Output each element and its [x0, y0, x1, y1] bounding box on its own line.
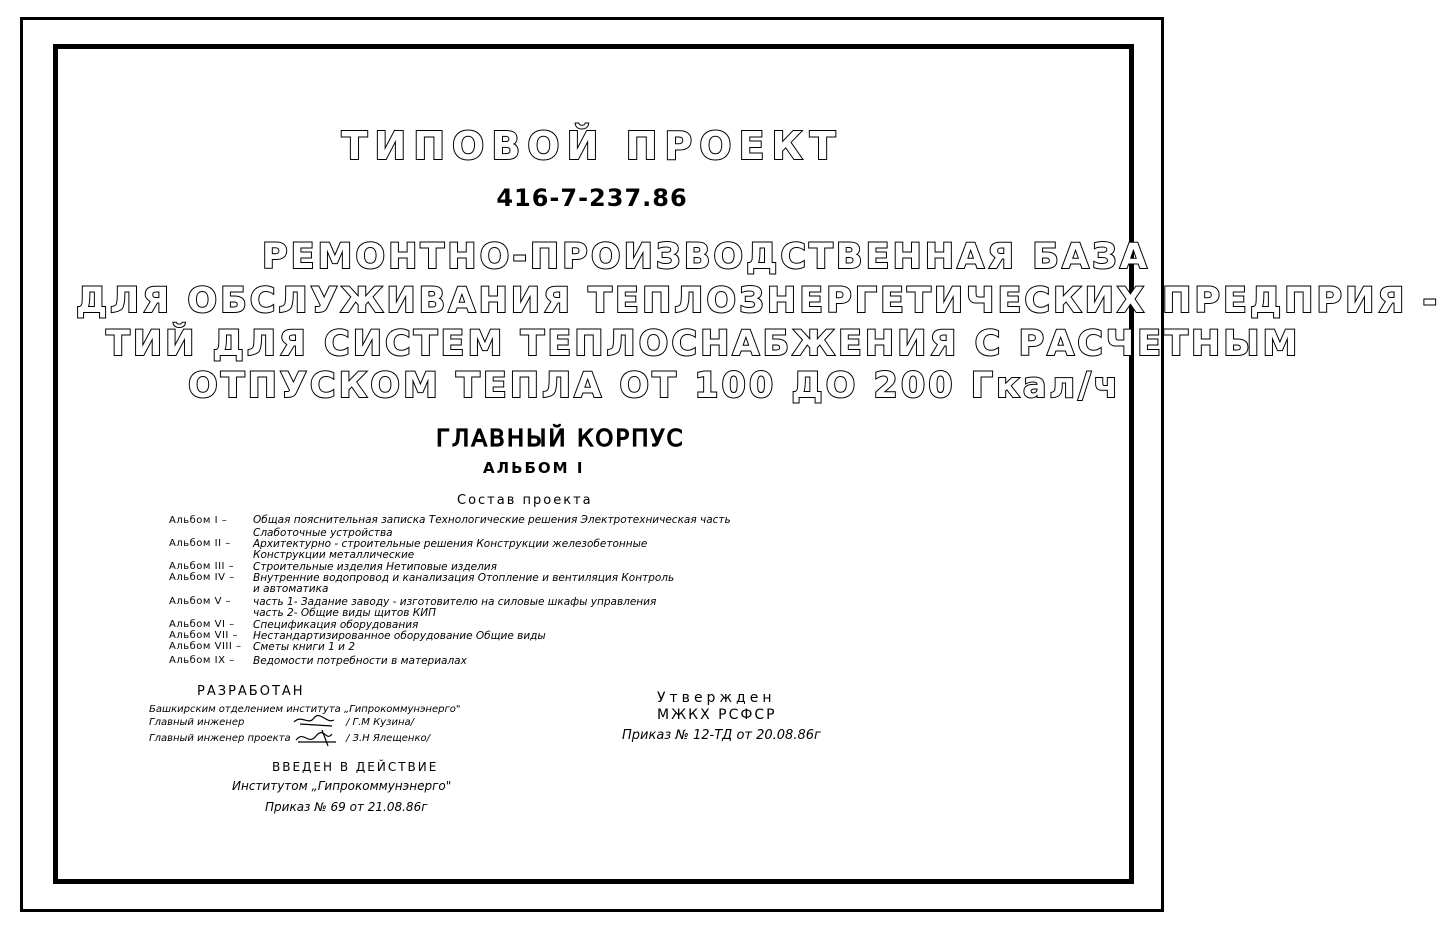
signatures-image [292, 712, 348, 750]
album-9-label: Альбом IX – [169, 655, 235, 666]
introduced-order: Приказ № 69 от 21.08.86г [265, 800, 428, 814]
album-label: АЛЬБОМ I [483, 459, 585, 477]
section-name: ГЛАВНЫЙ КОРПУС [436, 426, 685, 452]
album-7-label: Альбом VII – [169, 630, 239, 641]
inner-border [53, 44, 1134, 884]
album-2-line-2: Конструкции металлические [253, 549, 415, 561]
album-8-line-1: Сметы книги 1 и 2 [253, 641, 356, 653]
project-code: 416-7-237.86 [496, 184, 688, 212]
album-1-line-2: Слаботочные устройства [253, 527, 393, 539]
album-8-label: Альбом VIII – [169, 641, 242, 652]
album-7-line-1: Нестандартизированное оборудование Общие виды [253, 630, 546, 642]
chief-project-engineer-label: Главный инженер проекта [149, 733, 291, 744]
composition-title: Состав проекта [457, 493, 593, 508]
album-9-line-1: Ведомости потребности в материалах [253, 655, 467, 667]
album-6-line-1: Спецификация оборудования [253, 619, 419, 631]
album-2-label: Альбом II – [169, 538, 231, 549]
album-5-label: Альбом V – [169, 596, 232, 607]
album-4-label: Альбом IV – [169, 572, 235, 583]
developed-org: Башкирским отделением института „Гипрокоммунэнерго" [149, 704, 461, 715]
title-line-3: ТИЙ ДЛЯ СИСТЕМ ТЕПЛОСНАБЖЕНИЯ С РАСЧЕТНЫМ [106, 324, 1301, 364]
title-line-1: РЕМОНТНО-ПРОИЗВОДСТВЕННАЯ БАЗА [262, 237, 1151, 277]
title-line-4: ОТПУСКОМ ТЕПЛА ОТ 100 ДО 200 Гкал/ч [188, 366, 1121, 406]
project-type-heading: ТИПОВОЙ ПРОЕКТ [341, 124, 843, 168]
album-5-line-2: часть 2- Общие виды щитов КИП [253, 607, 436, 619]
approved-label: Утвержден [657, 690, 776, 706]
title-line-2: ДЛЯ ОБСЛУЖИВАНИЯ ТЕПЛОЗНЕРГЕТИЧЕСКИХ ПРЕДПРИЯ - [76, 281, 1440, 321]
chief-engineer-label: Главный инженер [149, 717, 245, 728]
album-3-line-1: Строительные изделия Нетиповые изделия [253, 561, 497, 573]
album-5-line-1: часть 1- Задание заводу - изготовителю на силовые шкафы управления [253, 596, 657, 608]
chief-project-engineer-name: / З.Н Ялещенко/ [346, 733, 430, 744]
album-2-line-1: Архитектурно - строительные решения Конструкции железобетонные [253, 538, 648, 550]
album-3-label: Альбом III – [169, 561, 235, 572]
album-1-line-1: Общая пояснительная записка Технологические решения Электротехническая часть [253, 514, 731, 526]
developed-label: РАЗРАБОТАН [197, 684, 305, 699]
album-1-label: Альбом I – [169, 515, 228, 526]
album-4-line-1: Внутренние водопровод и канализация Отопление и вентиляция Контроль [253, 572, 675, 584]
introduced-by: Институтом „Гипрокоммунэнерго" [232, 779, 452, 793]
approved-order: Приказ № 12-ТД от 20.08.86г [622, 728, 821, 743]
album-6-label: Альбом VI – [169, 619, 235, 630]
approved-org: МЖКХ РСФСР [657, 707, 777, 723]
chief-engineer-name: / Г.М Кузина/ [346, 717, 414, 728]
album-4-line-2: и автоматика [253, 583, 329, 595]
introduced-label: ВВЕДЕН В ДЕЙСТВИЕ [272, 760, 439, 774]
